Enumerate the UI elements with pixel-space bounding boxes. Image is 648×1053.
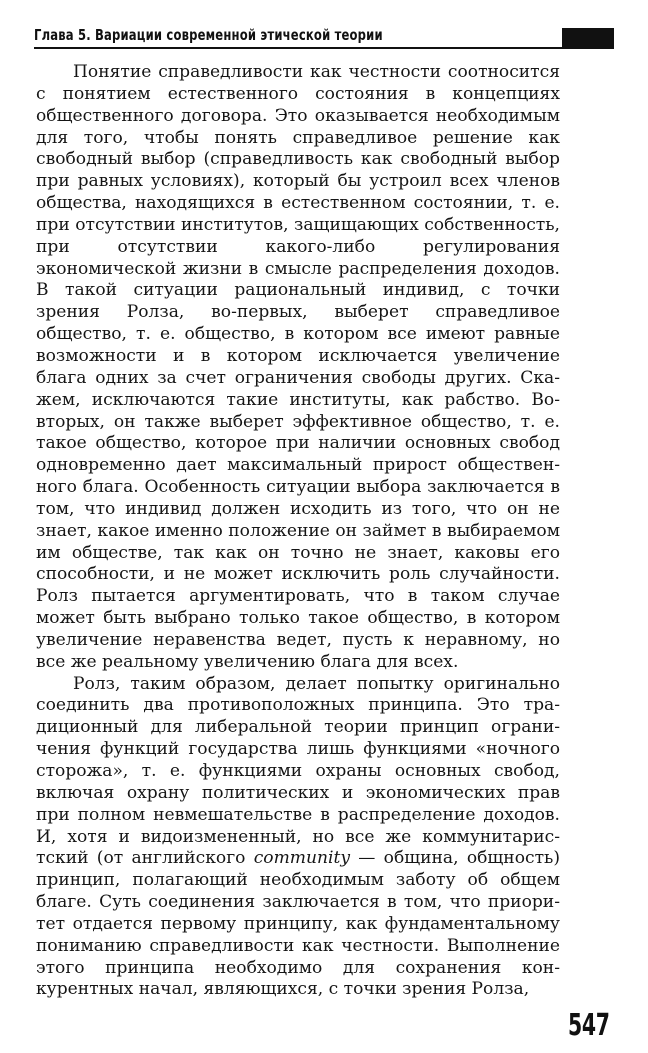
- paragraph-2-italic-term: community: [253, 848, 351, 869]
- header-rule: [34, 47, 614, 49]
- paragraph-2-part-1: Ролз, таким образом, делает попытку оригинально соединить два противоположных принципа. Это традиционный для либеральной теории принцип ограничения функций государства лишь функциями «ночного сторожа», т. е. функциями охраны основных свобод, включая охрану политических и экономических прав при полном невмешательстве в распределение доходов. И, хотя и видоизмененный, но все же коммунитаристский (от английского: [36, 673, 560, 869]
- running-header: [34, 24, 614, 50]
- paragraph-2-part-2: — община, общность) принцип, полагающий необходимым заботу об общем благе. Суть соединения заключается в том, что приоритет отдается первому принципу, как фундаментальному пониманию справедливости как честности. Выполнение этого принципа необходимо для сохранения конкурентных начал, являющихся, с точки зрения Ролза,: [36, 848, 560, 1000]
- paragraph-2: [36, 674, 560, 1002]
- page-number: 547: [568, 1008, 610, 1043]
- paragraph-1: Понятие справедливости как честности соотносится с понятием естественного состояния в концепциях общественного договора. Это оказывается необходимым для того, чтобы понять справедливое решение как свободный выбор (справедливость как свободный выбор при равных условиях), который бы устроил всех членов общества, находящихся в естественном состоянии, т. е. при отсутствии институтов, защищающих собственность, при отсутствии какого-либо регулирования экономической жизни в смысле распределения доходов. В такой ситуации рациональный индивид, с точки зрения Ролза, во-первых, выберет справедливое общество, т. е. общество, в котором все имеют равные возможности и в котором исключается увеличение блага одних за счет ограничения свободы других. Скажем, исключаются такие институты, как рабство. Во-вторых, он также выберет эффективное общество, т. е. такое общество, которое при наличии основных свобод одновременно дает максимальный прирост общественного блага. Особенность ситуации выбора заключается в том, что индивид должен исходить из того, что он не знает, какое именно положение он займет в выбираемом им обществе, так как он точно не знает, каковы его способности, и не может исключить роль случайности. Ролз пытается аргументировать, что в таком случае может быть выбрано только такое общество, в котором увеличение неравенства ведет, пусть к неравному, но все же реальному увеличению блага для всех.: [36, 62, 560, 672]
- body-text: [36, 62, 560, 1001]
- header-black-tab: [562, 28, 614, 48]
- chapter-title: Глава 5. Вариации современной этической теории: [34, 26, 383, 44]
